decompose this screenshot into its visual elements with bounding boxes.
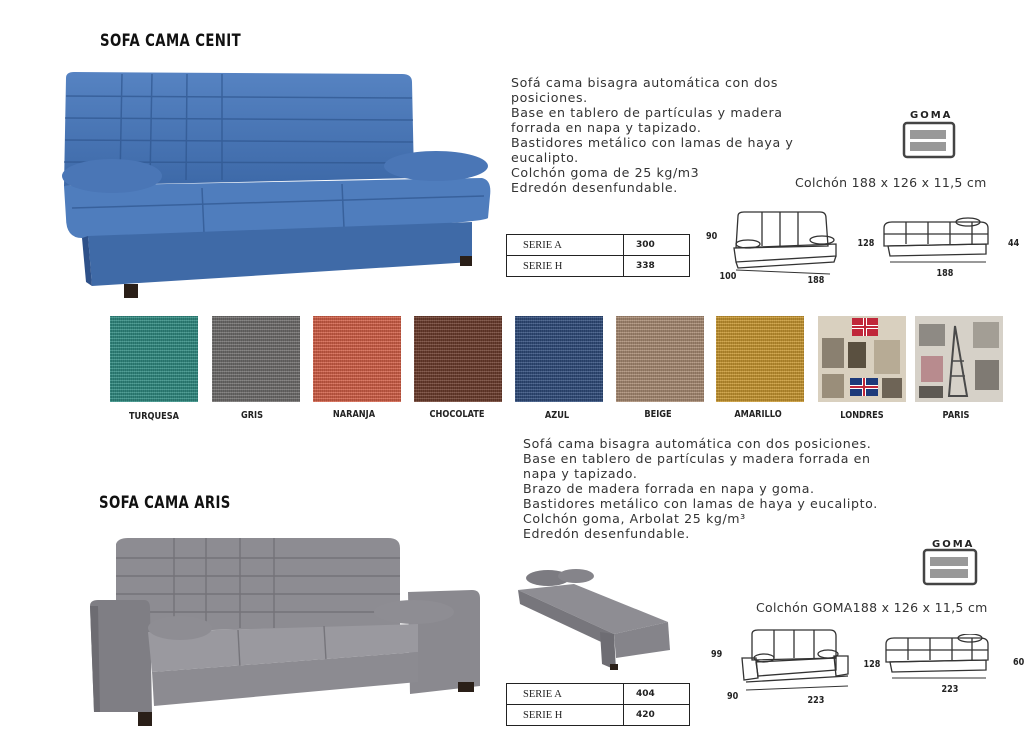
series-label: SERIE H: [507, 256, 624, 277]
aris-bed-image: [514, 566, 674, 672]
cenit-price-table: [506, 234, 690, 277]
swatch-label: NARANJA: [332, 409, 376, 420]
aris-dim-width: 223: [807, 695, 825, 706]
swatch-beige[interactable]: [616, 316, 704, 402]
swatch-gris[interactable]: [212, 316, 300, 402]
cenit-desc-line: Colchón goma de 25 kg/m3: [511, 165, 700, 180]
series-label: SERIE H: [507, 705, 624, 726]
cenit-desc-line: Base en tablero de partículas y madera: [511, 105, 783, 120]
aris-bed-dim-length: 128: [863, 659, 881, 670]
cenit-mattress-icon: [898, 121, 958, 161]
aris-sofa-diagram: [736, 628, 861, 708]
cenit-desc-line: eucalipto.: [511, 150, 579, 165]
cenit-bed-diagram: [876, 214, 1001, 269]
cenit-goma-label: GOMA: [910, 110, 953, 121]
aris-desc-line: Base en tablero de partículas y madera forrada en: [523, 451, 871, 466]
swatch-label: LONDRES: [840, 410, 884, 421]
table-row: [507, 256, 690, 277]
cenit-mattress-size: Colchón 188 x 126 x 11,5 cm: [795, 175, 987, 190]
swatch-label: BEIGE: [644, 409, 672, 420]
swatch-label: GRIS: [240, 410, 264, 421]
aris-mattress-size: Colchón GOMA188 x 126 x 11,5 cm: [756, 600, 988, 615]
table-row: [507, 235, 690, 256]
cenit-desc-line: Edredón desenfundable.: [511, 180, 678, 195]
series-price: 338: [624, 256, 690, 277]
cenit-dim-width: 188: [807, 275, 825, 286]
cenit-sofa-image: [52, 68, 497, 304]
swatch-label: AMARILLO: [734, 409, 782, 420]
cenit-dim-depth: 100: [719, 271, 737, 282]
series-price: 404: [624, 684, 690, 705]
series-price: 420: [624, 705, 690, 726]
aris-desc-line: napa y tapizado.: [523, 466, 638, 481]
aris-mattress-icon: [918, 548, 980, 588]
table-row: [507, 684, 690, 705]
swatch-label: CHOCOLATE: [429, 409, 485, 420]
aris-desc-line: Brazo de madera forrada en napa y goma.: [523, 481, 815, 496]
cenit-bed-dim-height: 44: [1007, 238, 1020, 249]
swatch-naranja[interactable]: [313, 316, 401, 402]
aris-bed-dim-height: 60: [1012, 657, 1025, 668]
aris-description: [523, 436, 878, 541]
aris-desc-line: Edredón desenfundable.: [523, 526, 690, 541]
londres-pattern: [818, 316, 906, 402]
cenit-desc-line: posiciones.: [511, 90, 588, 105]
series-label: SERIE A: [507, 235, 624, 256]
table-row: [507, 705, 690, 726]
cenit-bed-dim-length: 128: [857, 238, 875, 249]
swatch-chocolate[interactable]: [414, 316, 502, 402]
swatch-azul[interactable]: [515, 316, 603, 402]
aris-bed-dim-width: 223: [941, 684, 959, 695]
paris-pattern: [915, 316, 1003, 402]
cenit-dim-height: 90: [705, 231, 718, 242]
cenit-desc-line: Bastidores metálico con lamas de haya y: [511, 135, 794, 150]
swatch-label: PARIS: [942, 410, 970, 421]
aris-bed-diagram: [880, 634, 1000, 690]
swatch-label: AZUL: [544, 410, 570, 421]
swatch-label: TURQUESA: [128, 411, 180, 422]
swatch-londres[interactable]: [818, 316, 906, 402]
cenit-description: [511, 75, 793, 195]
swatch-amarillo[interactable]: [716, 316, 804, 402]
aris-goma-label: GOMA: [932, 539, 975, 550]
aris-desc-line: Sofá cama bisagra automática con dos posiciones.: [523, 436, 872, 451]
cenit-desc-line: forrada en napa y tapizado.: [511, 120, 702, 135]
series-price: 300: [624, 235, 690, 256]
aris-title: SOFA CAMA ARIS: [99, 493, 231, 513]
swatch-paris[interactable]: [915, 316, 1003, 402]
aris-price-table: [506, 683, 690, 726]
series-label: SERIE A: [507, 684, 624, 705]
aris-desc-line: Colchón goma, Arbolat 25 kg/m³: [523, 511, 746, 526]
aris-desc-line: Bastidores metálico con lamas de haya y eucalipto.: [523, 496, 878, 511]
aris-dim-height: 99: [710, 649, 723, 660]
cenit-bed-dim-width: 188: [936, 268, 954, 279]
cenit-desc-line: Sofá cama bisagra automática con dos: [511, 75, 779, 90]
aris-sofa-image: [88, 536, 484, 732]
swatch-turquesa[interactable]: [110, 316, 198, 402]
cenit-title: SOFA CAMA CENIT: [100, 31, 242, 51]
cenit-sofa-diagram: [722, 208, 847, 280]
aris-dim-depth: 90: [726, 691, 739, 702]
